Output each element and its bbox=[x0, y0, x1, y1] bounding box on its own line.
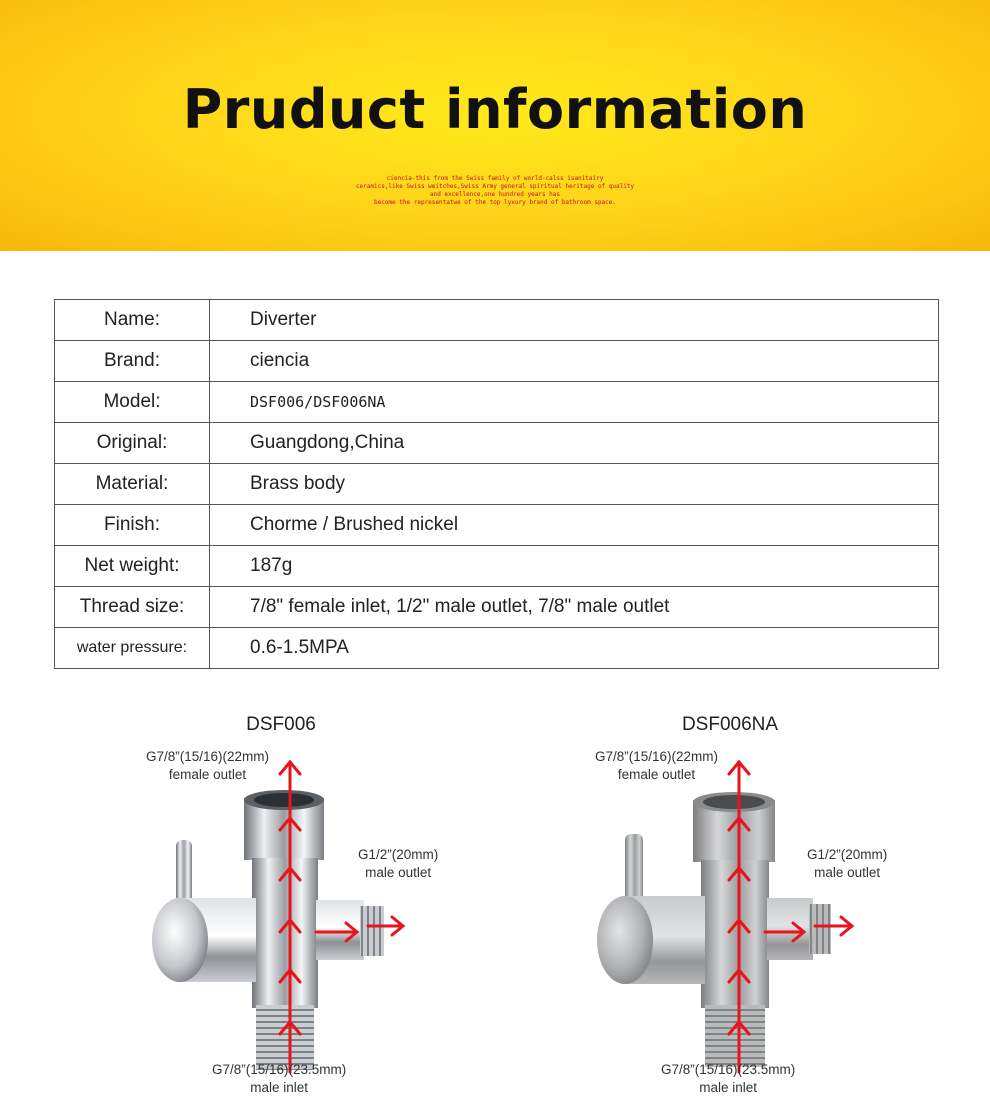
banner-subtitle bbox=[0, 175, 990, 207]
table-row bbox=[55, 505, 939, 546]
side-outlet-size: G1/2”(20mm) bbox=[358, 847, 439, 862]
side-outlet-size: G1/2”(20mm) bbox=[807, 847, 888, 862]
top-outlet-name: female outlet bbox=[168, 767, 247, 782]
spec-value: Diverter bbox=[210, 300, 939, 341]
diagram-title: DSF006NA bbox=[681, 714, 779, 735]
spec-value: Guangdong,China bbox=[210, 423, 939, 464]
top-outlet-name: female outlet bbox=[617, 767, 696, 782]
diverter-chrome-image bbox=[76, 700, 496, 1110]
table-row bbox=[55, 628, 939, 669]
table-row bbox=[55, 546, 939, 587]
top-outlet-label bbox=[595, 748, 718, 784]
diagram-dsf006 bbox=[76, 700, 496, 1110]
bottom-inlet-name: male inlet bbox=[250, 1080, 309, 1095]
diagram-title: DSF006 bbox=[246, 714, 316, 735]
spec-table bbox=[54, 299, 939, 669]
spec-label: Brand: bbox=[55, 341, 210, 382]
subtitle-line: ceramics,like Swiss weitches,Swiss Army general spiritual heritage of quality bbox=[355, 183, 635, 190]
bottom-inlet-label bbox=[661, 1061, 795, 1097]
table-row bbox=[55, 423, 939, 464]
spec-label: Material: bbox=[55, 464, 210, 505]
spec-value: Brass body bbox=[210, 464, 939, 505]
spec-label: Original: bbox=[55, 423, 210, 464]
side-outlet-label bbox=[807, 846, 887, 882]
spec-value: DSF006/DSF006NA bbox=[210, 382, 939, 423]
spec-label: Name: bbox=[55, 300, 210, 341]
spec-label: Thread size: bbox=[55, 587, 210, 628]
spec-value: 187g bbox=[210, 546, 939, 587]
spec-label: Model: bbox=[55, 382, 210, 423]
top-outlet-label bbox=[146, 748, 269, 784]
table-row bbox=[55, 382, 939, 423]
side-outlet-label bbox=[358, 846, 438, 882]
spec-value: ciencia bbox=[210, 341, 939, 382]
top-outlet-size: G7/8”(15/16)(22mm) bbox=[146, 749, 270, 764]
side-outlet-name: male outlet bbox=[814, 865, 881, 880]
spec-label: water pressure: bbox=[55, 628, 210, 669]
spec-label: Finish: bbox=[55, 505, 210, 546]
bottom-inlet-size: G7/8”(15/16)(23.5mm) bbox=[661, 1062, 796, 1077]
table-row bbox=[55, 464, 939, 505]
subtitle-line: become the representatwe of the top lyxury brand of bathroom space. bbox=[373, 199, 617, 206]
page-title: Pruduct information bbox=[182, 78, 808, 141]
table-row bbox=[55, 587, 939, 628]
spec-value: 0.6-1.5MPA bbox=[210, 628, 939, 669]
header-banner bbox=[0, 0, 990, 251]
bottom-inlet-name: male inlet bbox=[699, 1080, 758, 1095]
diverter-nickel-image bbox=[525, 700, 945, 1110]
subtitle-line: and excellence,one hundred years has bbox=[429, 191, 561, 198]
diagram-dsf006na bbox=[525, 700, 945, 1110]
subtitle-line: ciencia-this from the Swiss family of world-calss isanitairy bbox=[386, 175, 604, 182]
side-outlet-name: male outlet bbox=[365, 865, 432, 880]
top-outlet-size: G7/8”(15/16)(22mm) bbox=[595, 749, 719, 764]
spec-value: 7/8" female inlet, 1/2" male outlet, 7/8" male outlet bbox=[210, 587, 939, 628]
spec-value: Chorme / Brushed nickel bbox=[210, 505, 939, 546]
bottom-inlet-label bbox=[212, 1061, 346, 1097]
table-row bbox=[55, 300, 939, 341]
table-row bbox=[55, 341, 939, 382]
bottom-inlet-size: G7/8”(15/16)(23.5mm) bbox=[212, 1062, 347, 1077]
spec-label: Net weight: bbox=[55, 546, 210, 587]
